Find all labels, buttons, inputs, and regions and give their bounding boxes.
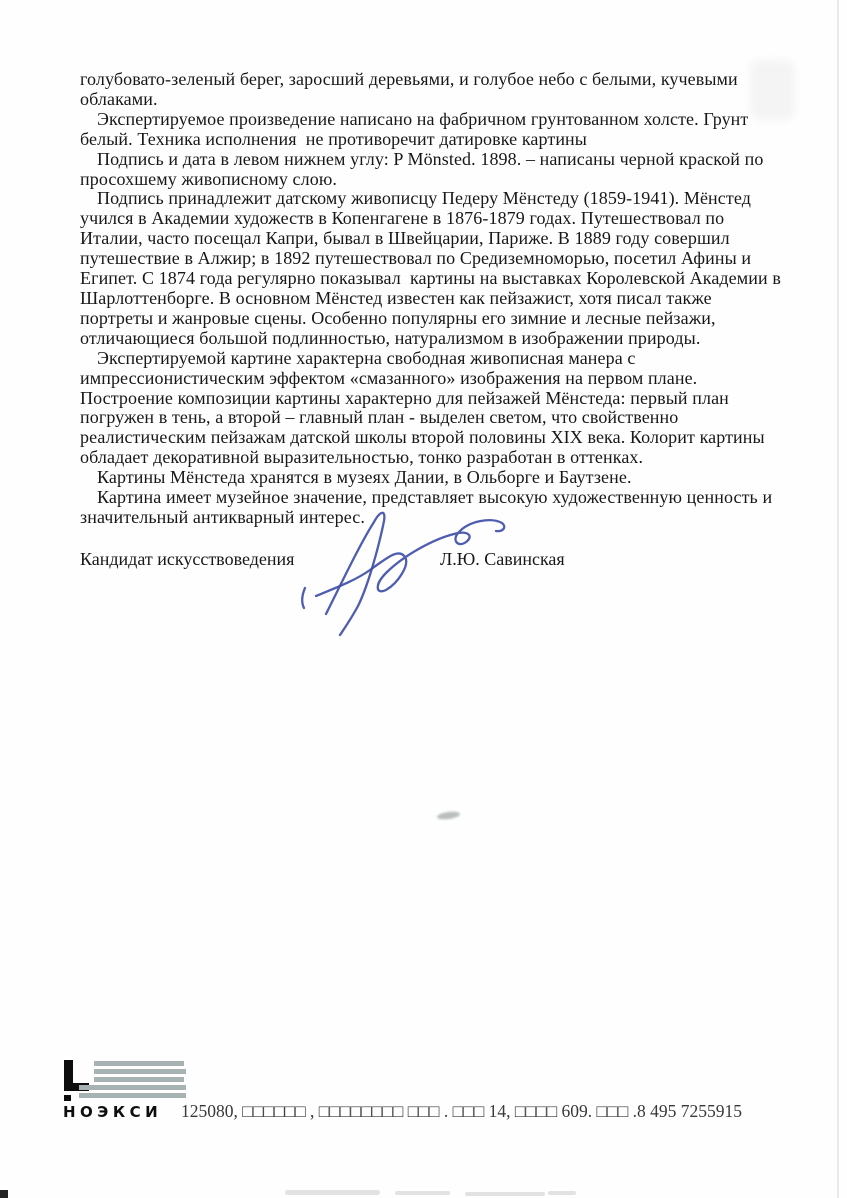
text-line: Экспертируемой картине характерна свободная живописная манера с [97,347,636,368]
logo-wordmark: НОЭКСИ [63,1103,163,1121]
footer-address: 125080, □□□□□□ , □□□□□□□□ □□□ . □□□ 14, □□□□ 609. □□□ .8 495 7255915 [181,1101,743,1121]
text-line: Картина имеет музейное значение, представляет высокую художественную ценность и [97,487,773,508]
logo-microtext-stripe [94,1061,184,1066]
text-line: белый. Техника исполнения не противоречит датировке картины [80,128,587,149]
text-line: просохшему живописному слою. [80,168,337,189]
signer-name: Л.Ю. Савинская [440,549,565,569]
text-line: портреты и жанровые сцены. Особенно популярны его зимние и лесные пейзажи, [80,307,716,328]
text-line: погружен в тень, а второй – главный план - выделен светом, что свойственно [80,407,679,428]
scan-shadow [750,60,795,120]
signature-stroke [302,588,305,608]
text-line: голубовато-зеленый берег, заросший деревьями, и голубое небо с белыми, кучевыми [80,69,738,89]
text-line: Египет. С 1874 года регулярно показывал картины на выставках Королевской Академии в [80,268,781,289]
handwritten-signature [298,490,518,640]
signature-stroke [326,513,384,635]
logo-microtext-stripe [94,1077,184,1082]
scan-smudge [437,810,461,820]
text-line: реалистическим пейзажам датской школы второй половины XIX века. Колорит картины [80,427,765,448]
signer-title: Кандидат искусствоведения [80,549,295,569]
logo-square-mark [64,1095,71,1101]
logo-microtext-stripe [94,1069,186,1074]
signature-stroke [316,520,504,596]
scan-smudge [548,1191,576,1195]
scan-corner-mark [0,1190,8,1198]
text-line: Экспертируемое произведение написано на фабричном грунтованном холсте. Грунт [97,108,749,129]
text-line: Подпись и дата в левом нижнем углу: P Mönsted. 1898. – написаны черной краской по [97,148,764,169]
text-line: значительный антикварный интерес. [80,506,365,527]
text-line: отличающиеся большой подлинностью, натурализмом в изображении природы. [80,327,701,348]
text-line: учился в Академии художеств в Копенгагене в 1876-1879 годах. Путешествовал по [80,208,725,229]
scan-smudge [285,1190,380,1195]
logo-microtext-stripe [79,1085,186,1090]
scan-smudge [395,1191,450,1195]
text-line: Шарлоттенборге. В основном Мёнстед известен как пейзажист, хотя писал также [80,287,712,308]
text-line: Подпись принадлежит датскому живописцу Педеру Мёнстеду (1859-1941). Мёнстед [97,188,751,209]
text-line: Картины Мёнстеда хранятся в музеях Дании, в Ольборге и Баутзене. [97,467,632,488]
text-line: Италии, часто посещал Капри, бывал в Швейцарии, Париже. В 1889 году совершил [80,228,730,249]
body-text [80,70,792,528]
text-line: облаками. [80,88,158,109]
text-line: путешествие в Алжир; в 1892 путешествовал по Средиземноморью, посетил Афины и [80,248,752,269]
text-line: обладает декоративной выразительностью, тонко разработан в оттенках. [80,447,644,468]
logo-microtext-stripe [79,1093,186,1098]
text-line: Построение композиции картины характерно для пейзажей Мёнстеда: первый план [80,387,729,408]
scan-smudge [465,1192,545,1196]
scan-edge-line [837,0,839,1198]
text-line: импрессионистическим эффектом «смазанного» изображения на первом плане. [80,367,698,388]
